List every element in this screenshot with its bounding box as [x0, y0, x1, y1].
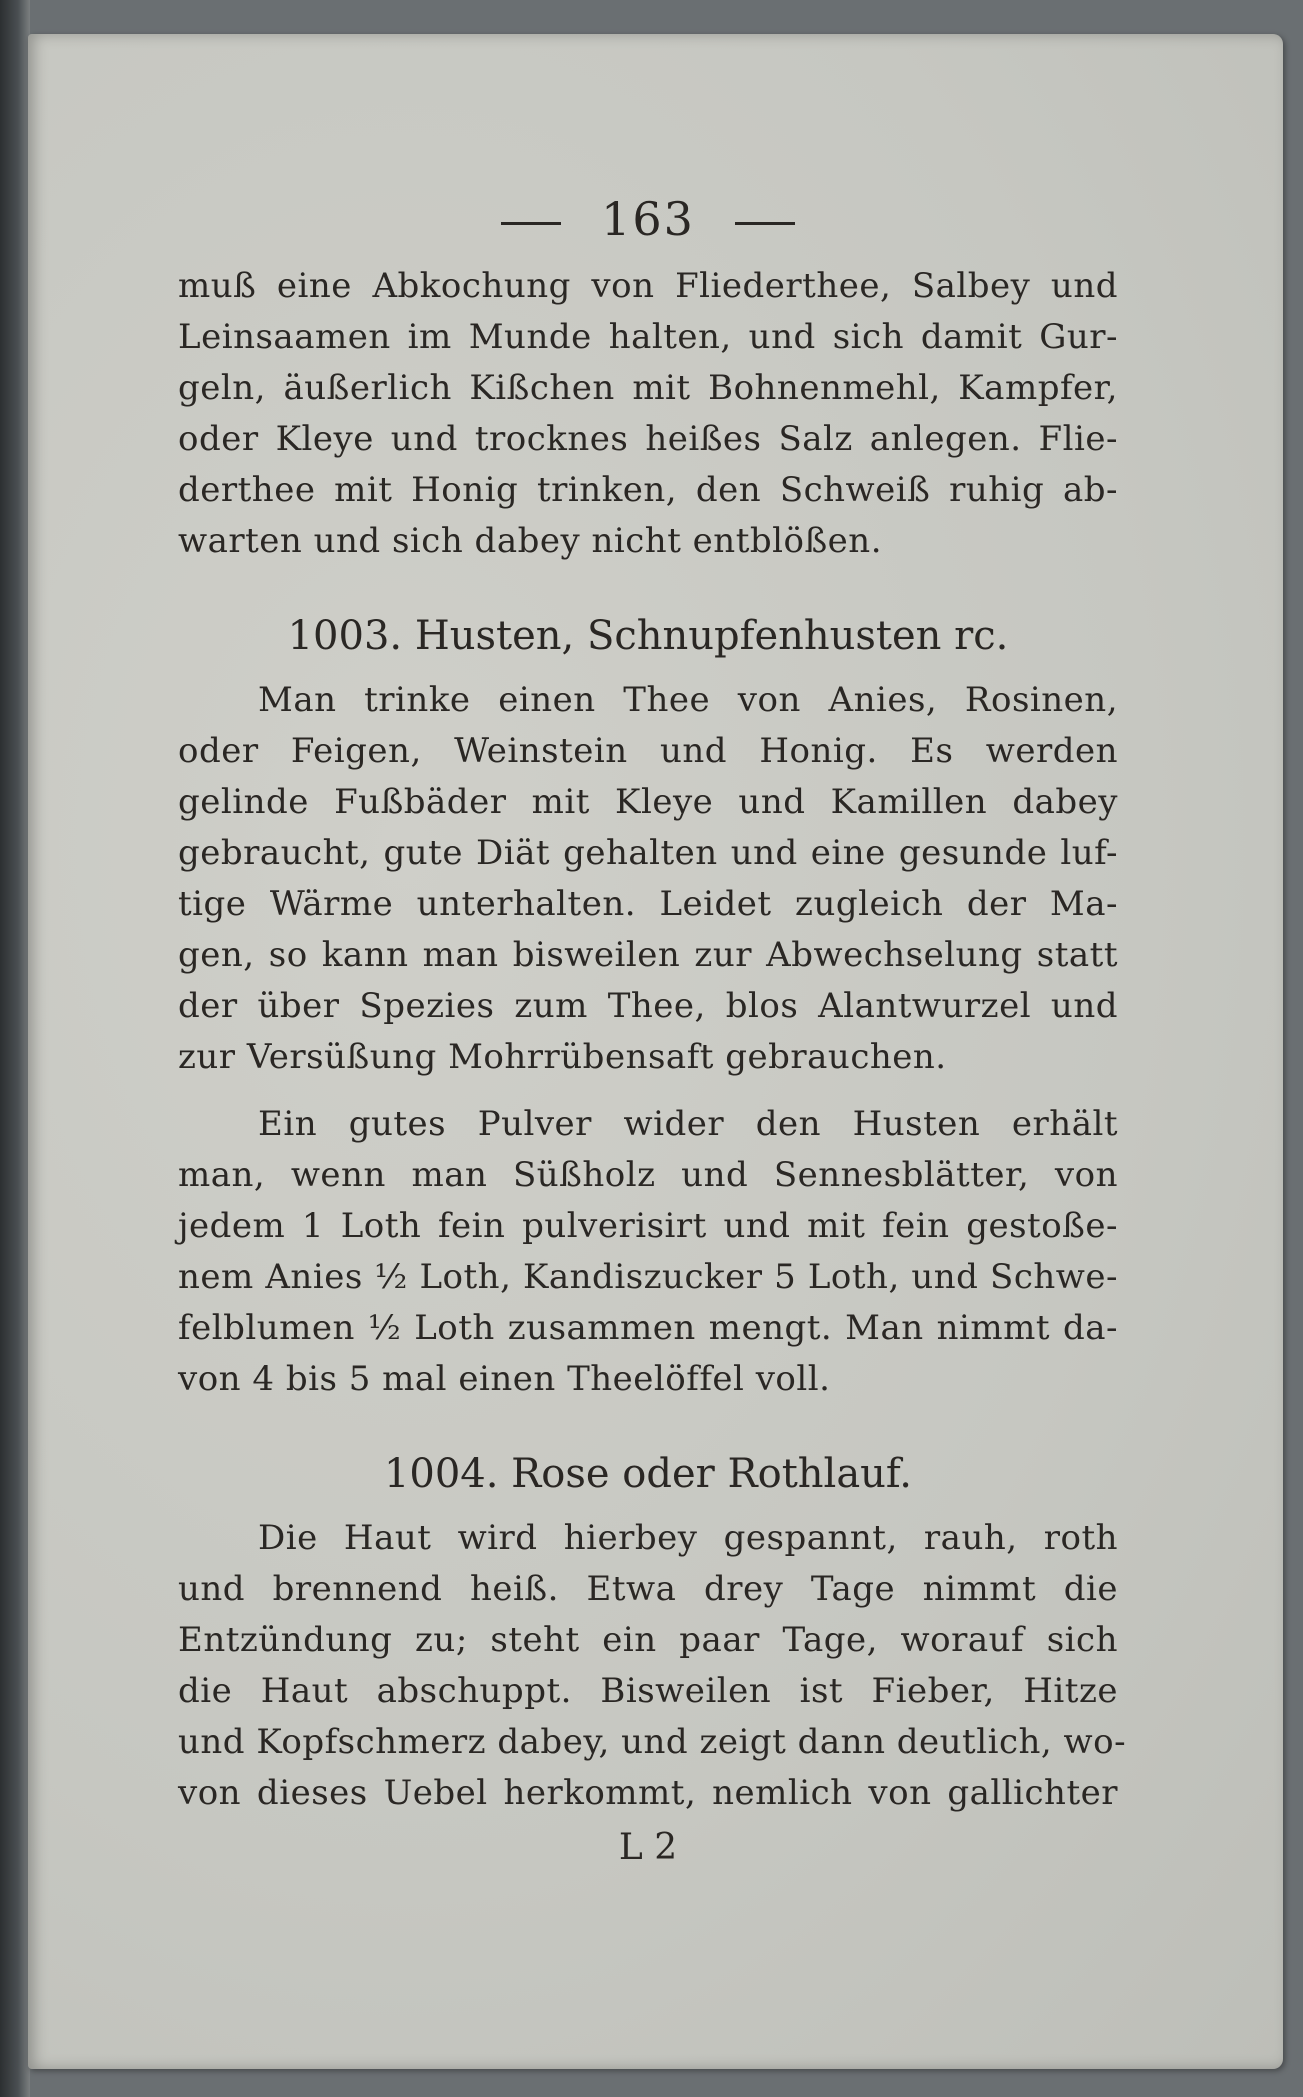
text-line: gelinde Fußbäder mit Kleye und Kamillen dabey: [178, 782, 1118, 822]
section-heading-1004: 1004. Rose oder Rothlauf.: [383, 1451, 913, 1497]
book-spine-edge: [0, 0, 30, 2097]
text-line: jedem 1 Loth fein pulverisirt und mit fein gestoße-: [178, 1206, 1118, 1246]
paragraph-gap: [178, 1083, 1118, 1099]
text-line: gen, so kann man bisweilen zur Abwechselung statt: [178, 935, 1118, 975]
text-line: muß eine Abkochung von Fliederthee, Salbey und: [178, 266, 1118, 306]
book-page: [28, 34, 1283, 2069]
text-line: die Haut abschuppt. Bisweilen ist Fieber, Hitze: [178, 1671, 1118, 1711]
text-line: oder Feigen, Weinstein und Honig. Es werden: [178, 731, 1118, 771]
section-1004-paragraph-1: [178, 1513, 1127, 1819]
text-line: tige Wärme unterhalten. Leidet zugleich der Ma-: [178, 884, 1118, 924]
text-line: zur Versüßung Mohrrübensaft gebrauchen.: [178, 1037, 947, 1077]
text-line: Man trinke einen Thee von Anies, Rosinen,: [258, 680, 1118, 720]
text-line: man, wenn man Süßholz und Sennesblätter, von: [178, 1155, 1118, 1195]
text-line: von dieses Uebel herkommt, nemlich von gallichter: [178, 1773, 1118, 1813]
text-line: derthee mit Honig trinken, den Schweiß ruhig ab-: [178, 470, 1118, 510]
text-line: Entzündung zu; steht ein paar Tage, worauf sich: [178, 1620, 1118, 1660]
signature-mark: L 2: [618, 1827, 678, 1868]
page-number: 163: [601, 192, 695, 246]
text-line: felblumen ½ Loth zusammen mengt. Man nimmt da-: [178, 1308, 1118, 1348]
text-line: nem Anies ½ Loth, Kandiszucker 5 Loth, und Schwe-: [178, 1257, 1118, 1297]
text-line: geln, äußerlich Kißchen mit Bohnenmehl, Kampfer,: [178, 368, 1118, 408]
text-line: und Kopfschmerz dabey, und zeigt dann deutlich, wo-: [178, 1722, 1127, 1762]
section-1003-paragraph-1: [178, 675, 1118, 1083]
text-line: gebraucht, gute Diät gehalten und eine gesunde luf-: [178, 833, 1118, 873]
header-dash-right: [735, 222, 795, 225]
text-line: von 4 bis 5 mal einen Theelöffel voll.: [178, 1359, 831, 1399]
page-content: [178, 189, 1127, 1873]
header-dash-left: [501, 222, 561, 225]
text-line: Ein gutes Pulver wider den Husten erhält: [258, 1104, 1118, 1144]
section-1003-paragraph-2: [178, 1099, 1118, 1405]
text-line: Die Haut wird hierbey gespannt, rauh, roth: [258, 1518, 1118, 1558]
text-line: Leinsaamen im Munde halten, und sich damit Gur-: [178, 317, 1118, 357]
intro-paragraph: [178, 261, 1118, 567]
text-line: oder Kleye und trocknes heißes Salz anlegen. Flie-: [178, 419, 1118, 459]
page-header: [178, 189, 1118, 249]
section-heading-1003: 1003. Husten, Schnupfenhusten rc.: [287, 613, 1009, 659]
text-line: der über Spezies zum Thee, blos Alantwurzel und: [178, 986, 1118, 1026]
text-line: warten und sich dabey nicht entblößen.: [178, 521, 882, 561]
text-line: und brennend heiß. Etwa drey Tage nimmt die: [178, 1569, 1118, 1609]
